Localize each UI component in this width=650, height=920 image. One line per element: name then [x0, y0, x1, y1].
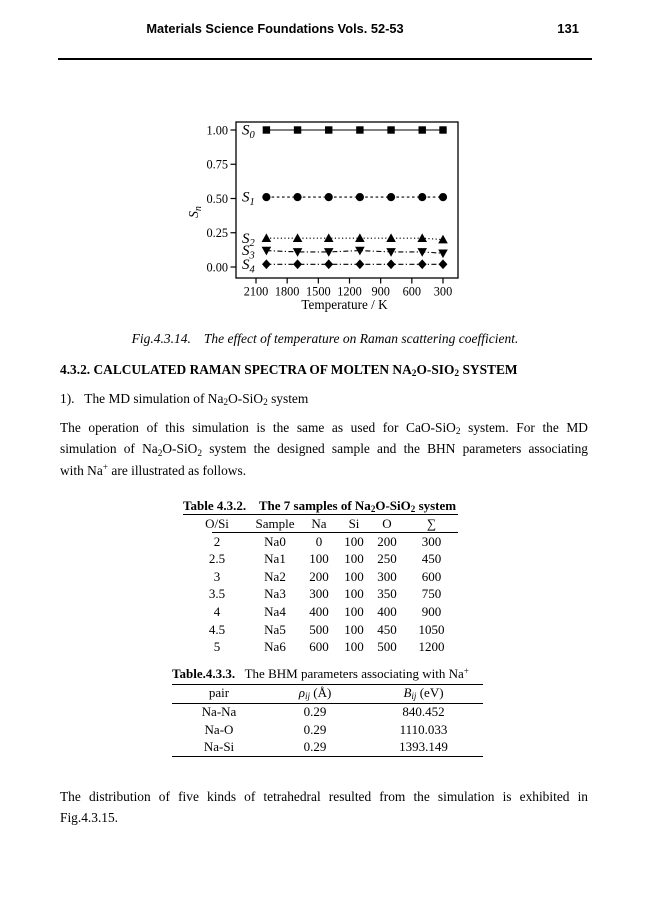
table-cell: 100: [344, 586, 364, 602]
bhm-table-title-rule: [172, 684, 483, 685]
svg-text:0.50: 0.50: [206, 191, 228, 206]
table-cell: 100: [344, 621, 364, 637]
text-line: The operation of this simulation is the same as used for CaO-SiO$_2$ system. For the MD: [60, 420, 588, 438]
bhm-parameters-table: [172, 665, 483, 756]
table-cell: 4.5: [208, 621, 226, 637]
table-row: [183, 603, 458, 621]
table-cell: Na0: [264, 533, 286, 549]
table-cell: 200: [309, 568, 329, 584]
paragraph-1: [60, 417, 588, 481]
svg-text:S1: $S_1$: [242, 189, 255, 209]
table-cell: 300: [421, 533, 442, 549]
table-row: [172, 738, 483, 756]
header-rule: [58, 58, 592, 60]
table-cell: 0: [315, 533, 323, 549]
table-cell: 600: [421, 568, 442, 584]
table-cell: Na-O: [204, 721, 234, 737]
table-header-row: [183, 515, 458, 533]
table-cell: 500: [309, 621, 329, 637]
table-cell: 100: [344, 603, 364, 619]
table-cell: 100: [309, 551, 329, 567]
table-cell: 400: [309, 603, 329, 619]
table-row: [183, 550, 458, 568]
svg-text:0.75: 0.75: [206, 157, 228, 172]
column-header: O: [382, 516, 392, 531]
table-cell: 1050: [418, 621, 445, 637]
table-cell: 0.29: [303, 704, 327, 719]
svg-text:0.00: 0.00: [206, 260, 228, 275]
table-cell: 3: [213, 568, 221, 584]
svg-text:S4: $S_4$: [242, 256, 255, 276]
section-heading: 4.3.2. CALCULATED RAMAN SPECTRA OF MOLTEN $NA_2O-SIO_2$ SYSTEM: [60, 362, 518, 380]
table-cell: Na5: [264, 621, 286, 637]
column-header: pair: [208, 685, 230, 700]
table-cell: 750: [421, 586, 442, 602]
svg-text:Sn: $S_n$: [186, 206, 204, 218]
figure-caption-text: The effect of temperature on Raman scattering coefficient.: [203, 331, 519, 346]
column-header: $B_{ij}$ (eV): [403, 685, 444, 702]
column-header: Sample: [255, 516, 295, 531]
svg-text:1200: 1200: [337, 284, 362, 299]
svg-text:Temperature / K: Temperature / K: [301, 297, 388, 312]
table-cell: 900: [421, 603, 442, 619]
table-cell: Na-Si: [203, 739, 235, 754]
bhm-table-body: [172, 703, 483, 756]
samples-table-body: [183, 533, 458, 656]
table-cell: Na-Na: [201, 704, 237, 719]
svg-text:1800: 1800: [274, 284, 300, 299]
svg-text:S2: $S_2$: [242, 230, 255, 250]
samples-table-title-rule: [183, 514, 458, 515]
text-line: The distribution of five kinds of tetrahedral resulted from the simulation is exhibited in: [60, 789, 588, 804]
table-cell: 600: [309, 639, 329, 655]
table-cell: 1393.149: [399, 739, 448, 754]
paragraph-2: [60, 786, 588, 829]
table-cell: 450: [421, 551, 442, 567]
table-cell: 2: [213, 533, 221, 549]
text-line: simulation of $Na_2O-SiO_2$ system the designed sample and the BHN parameters associating: [60, 441, 588, 459]
table-row: [172, 703, 483, 721]
table-cell: 840.452: [402, 704, 445, 719]
table-cell: 300: [377, 568, 397, 584]
table-cell: 1110.033: [399, 721, 448, 737]
text-line: with Na+ are illustrated as follows.: [60, 462, 247, 478]
svg-text:0.25: 0.25: [206, 226, 228, 241]
table-row: [183, 638, 458, 656]
figure-caption: [0, 331, 650, 347]
bhm-table-header-rule: [172, 703, 483, 704]
column-header: ∑: [426, 516, 437, 531]
table-row: [172, 721, 483, 739]
column-header: $\rho_{ij}$ (Å): [298, 685, 332, 702]
table-cell: 0.29: [303, 721, 327, 737]
table-cell: 200: [377, 533, 397, 549]
bhm-table-header: [172, 684, 483, 702]
table-header-row: [172, 684, 483, 702]
column-header: Si: [348, 516, 360, 531]
table-cell: 100: [344, 639, 364, 655]
table-cell: 4: [213, 603, 221, 619]
table-cell: 350: [377, 586, 397, 602]
table-cell: Na2: [264, 568, 286, 584]
svg-text:1500: 1500: [306, 284, 331, 299]
page-number: 131: [557, 21, 579, 36]
raman-coefficient-chart: [165, 100, 495, 325]
table-cell: 2.5: [208, 551, 226, 567]
bhm-table-title: Table.4.3.3. The BHM parameters associating with Na+: [172, 665, 469, 681]
svg-text:900: 900: [371, 284, 390, 299]
figure-caption-label: Fig.4.3.14.: [131, 331, 191, 346]
samples-table-header: [183, 515, 458, 533]
table-row: [183, 585, 458, 603]
table-cell: Na3: [264, 586, 286, 602]
svg-text:300: 300: [433, 284, 453, 299]
table-cell: 0.29: [303, 739, 327, 754]
table-cell: 100: [344, 551, 364, 567]
table-cell: 300: [309, 586, 329, 602]
bhm-table-bottom-rule: [172, 756, 483, 757]
table-cell: 100: [344, 568, 364, 584]
svg-text:S0: $S_0$: [242, 122, 255, 141]
table-cell: Na4: [264, 603, 286, 619]
table-cell: 500: [377, 639, 397, 655]
table-row: [183, 533, 458, 551]
table-cell: 250: [377, 551, 397, 567]
table-cell: 400: [377, 603, 397, 619]
svg-text:S3: $S_3$: [242, 243, 255, 262]
page-header-title: Materials Science Foundations Vols. 52-53: [146, 21, 404, 36]
samples-table-title: Table 4.3.2. The 7 samples of $Na_2O-SiO_2$ system: [183, 498, 457, 515]
table-cell: 1200: [418, 639, 445, 655]
samples-table: [183, 498, 458, 656]
table-cell: 5: [213, 639, 221, 655]
column-header: Na: [311, 516, 327, 531]
column-header: O/Si: [205, 516, 229, 531]
table-cell: Na6: [264, 639, 286, 655]
samples-table-header-rule: [212, 532, 458, 533]
table-cell: 3.5: [208, 586, 226, 602]
svg-text:600: 600: [402, 284, 422, 299]
table-row: [183, 568, 458, 586]
list-item-1: 1). The MD simulation of $Na_2O-SiO_2$ system: [60, 391, 309, 409]
table-row: [183, 621, 458, 639]
table-cell: 450: [377, 621, 397, 637]
table-cell: 100: [344, 533, 364, 549]
table-cell: Na1: [264, 551, 286, 567]
text-line: Fig.4.3.15.: [60, 810, 119, 826]
svg-text:1.00: 1.00: [206, 123, 228, 138]
svg-text:2100: 2100: [243, 284, 269, 299]
